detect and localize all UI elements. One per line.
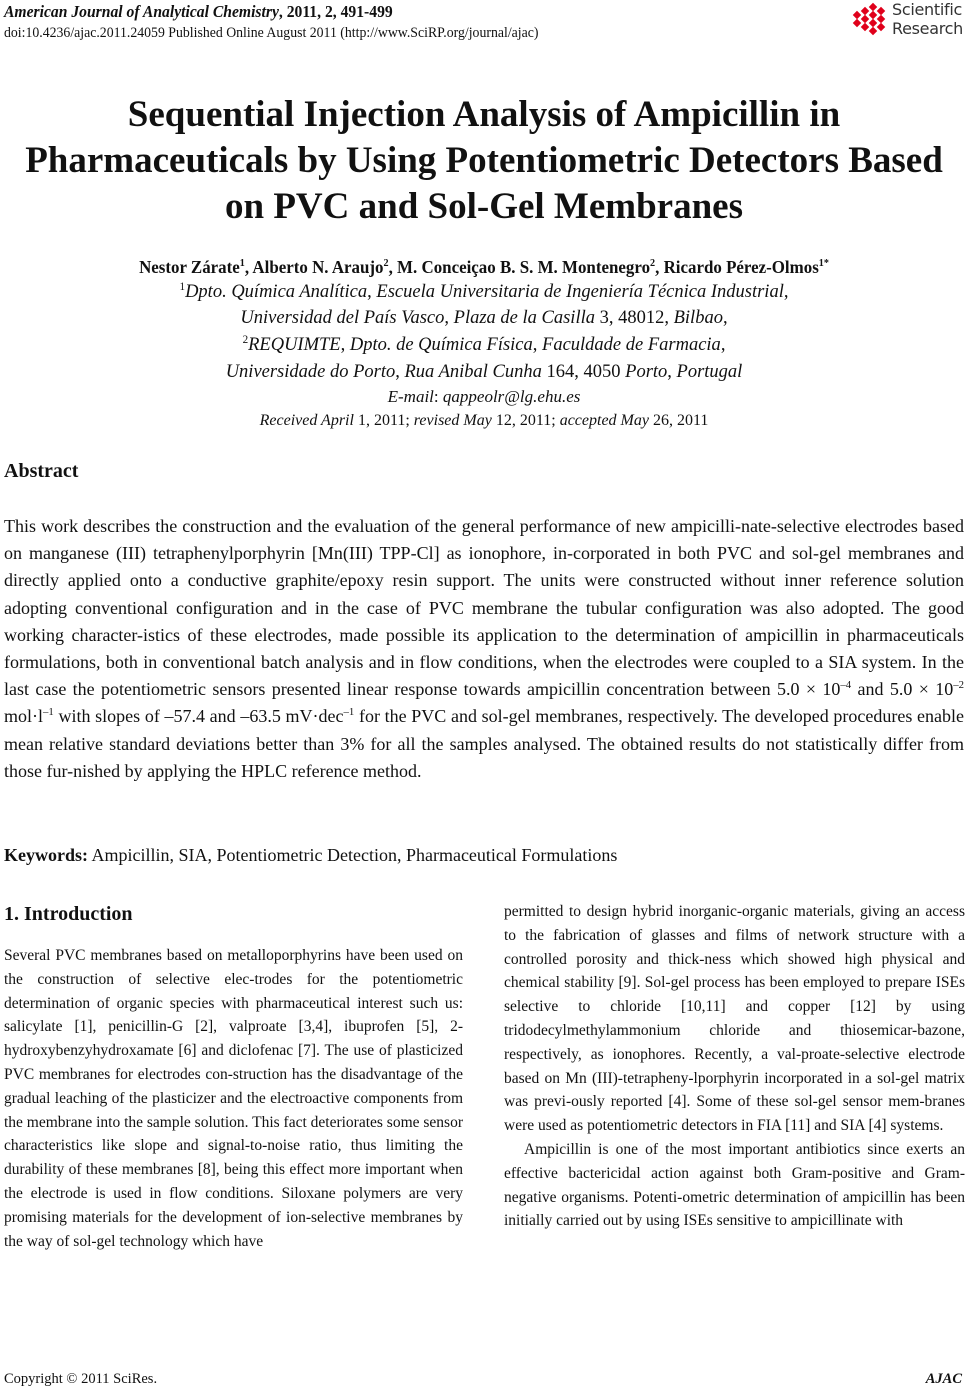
author-affiliation-mark: 2 [650, 256, 656, 269]
intro-paragraph: Several PVC membranes based on metalloporphyrins have been used on the construction of selective elec-trodes for the potentiometric determination of organic species with pharmaceutical interest such us: salicylate [1], penicillin-G [2], valproate [3,4], ibuprofen [5], 2-hydroxybenzyhydroxamate [6] and diclofenac [7]. The use of plasticized PVC membranes for electrodes con-struction has the disadvantage of the gradual leaching of the plasticizer and the electroactive components from the membrane into the sample solution. This fact deteriorates some sensor characteristics like slope and signal-to-noise ratio, thus limiting the durability of these membranes [8], being this effect more important when the electrode is used in flow conditions. Siloxane polymers are very promising materials for the development of ion-selective membranes by the way of sol-gel technology which have [4, 947, 463, 1250]
logo-line-1: Scientific [892, 0, 962, 19]
keywords-label: Keywords: [4, 845, 88, 865]
revised-date: 12, 2011; [491, 412, 560, 429]
affiliation-number: 164, 4050 [541, 362, 626, 382]
author-list [29, 256, 939, 278]
abstract-text: for the PVC and sol-gel membranes, respectively. The developed procedures enable mean relative standard deviations better than 3% for all the samples analysed. The obtained results do not statistically differ from those fur-nished by applying the HPLC reference method. [4, 706, 964, 781]
abstract-heading: Abstract [4, 460, 79, 482]
scientific-research-diamond-logo-icon [850, 2, 888, 40]
title-line: Sequential Injection Analysis of Ampicillin in [127, 94, 841, 135]
affiliation-faculty: Faculdade de Farmacia [542, 335, 721, 355]
abstract-text: mol·l [4, 706, 43, 727]
title-line: Pharmaceuticals by Using Potentiometric Detectors Based [25, 140, 943, 181]
title-line: on PVC and Sol-Gel Membranes [225, 186, 743, 227]
journal-name: American Journal of Analytical Chemistry [4, 2, 279, 21]
affiliation-1-line-1: $^1$Dpto. Química Analítica, Escuela Universitaria de Ingeniería Técnica Industrial, [179, 280, 789, 302]
paper-title [0, 92, 968, 230]
received-date: 1, 2011; [353, 412, 414, 429]
exponent: –1 [343, 706, 355, 719]
keywords-list: Ampicillin, SIA, Potentiometric Detection, Pharmaceutical Formulations [88, 845, 618, 865]
affiliation-city: Porto [625, 362, 668, 382]
doi-line: doi:10.4236/ajac.2011.24059 Published Online August 2011 (http://www.SciRP.org/journal/ajac) [4, 25, 539, 41]
intro-paragraph: Ampicillin is one of the most important antibiotics since exerts an effective bactericidal action against both Gram-positive and Gram-negative organisms. Potenti-ometric determination of ampicillin has been initially carried out by using ISEs sensitive to ampicillinate with [504, 1140, 965, 1230]
author-separator: , [655, 257, 664, 277]
abstract-text: This work describes the construction and the evaluation of the general performance of new ampicilli-nate-selective electrodes based on manganese (III) tetraphenylporphyrin [Mn(III) TPP-Cl] as ionophore, in-corporated in both PVC and sol-gel membranes and directly applied onto a conductive graphite/epoxy resin support. The units were constructed without inner reference solution adopting conventional configuration and in the case of PVC membrane the tubular configuration was also adopted. The good working character-istics of these electrodes, made possible its application to the determination of ampicillin in pharmaceuticals formulations, both in conventional batch analysis and in flow conditions, when the electrodes were coupled to a SIA system. In the last case the potentiometric sensors presented linear response towards ampicillin concentration between 5.0 × 10 [4, 516, 964, 700]
logo-line-2: Research [892, 19, 963, 38]
accepted-date: 26, 2011 [648, 412, 709, 429]
section-heading-introduction: 1. Introduction [4, 903, 133, 925]
publisher-logo [850, 0, 968, 44]
affiliation-street: Plaza de la Casilla [453, 308, 595, 328]
author-name: Ricardo Pérez-Olmos [663, 257, 819, 277]
intro-column-right [504, 900, 965, 1233]
revised-label: revised May [413, 412, 492, 429]
abstract-body [4, 513, 964, 785]
author-affiliation-mark: 1 [239, 256, 245, 269]
accepted-label: accepted May [559, 412, 649, 429]
affiliation-mark: 2 [242, 333, 249, 346]
author-separator: , [388, 257, 398, 277]
affiliation-2-line-2: Universidade do Porto, Rua Anibal Cunha 164, 4050 Porto, Portugal [225, 362, 743, 382]
corresponding-email: E-mail: qappeolr@lg.ehu.es [387, 387, 581, 406]
journal-abbreviation: AJAC [925, 1371, 962, 1387]
exponent: –2 [953, 679, 964, 692]
affiliation-2-line-1: $^2$REQUIMTE, Dpto. de Química Física, Faculdade de Farmacia, [242, 333, 726, 355]
exponent: –4 [840, 679, 852, 692]
affiliation-institute: REQUIMTE [248, 335, 341, 355]
email-label: E-mail [387, 387, 434, 406]
affiliation-1-line-2: Universidad del País Vasco, Plaza de la Casilla 3, 48012, Bilbao, [240, 308, 728, 328]
author-name: Nestor Zárate [139, 257, 240, 277]
affiliation-university: Universidade do Porto [225, 362, 396, 382]
exponent: –1 [43, 706, 54, 719]
affiliation-dept: Dpto. de Química Física [349, 335, 533, 355]
author-separator: , [244, 257, 253, 277]
affiliation-country: Portugal [676, 362, 743, 382]
intro-column-left [4, 944, 463, 1253]
intro-paragraph: permitted to design hybrid inorganic-organic materials, giving an access to the fabrication of glasses and films of network structure with a controlled porosity and thick-ness which showed high physical and chemical stability [9]. Sol-gel process has been employed to prepare ISEs selective to chloride [10,11] and copper [12] by using tridodecylmethylammonium chloride and thiosemicar-bazone, respectively, as ionophores. Recently, a val-proate-selective electrode based on Mn (III)-tetrapheny-lporphyrin incorporated in a sol-gel matrix was previ-ously reported [4]. Some of these sol-gel sensor mem-branes were used as potentiometric detectors in FIA [11] and SIA [4] systems. [504, 903, 965, 1135]
email-address[interactable]: qappeolr@lg.ehu.es [442, 387, 581, 406]
affiliation-street: Rua Anibal Cunha [404, 362, 542, 382]
author-name: M. Conceiçao B. S. M. Montenegro [397, 257, 651, 277]
keywords [4, 843, 964, 867]
affiliation-dept: Dpto. Química Analítica [185, 282, 368, 302]
affiliation-university: Universidad del País Vasco [240, 308, 445, 328]
logo-text [892, 0, 963, 38]
author-affiliation-mark: 1* [818, 256, 829, 269]
affiliation-number: 3, 48012, [594, 308, 674, 328]
author-name: Alberto N. Araujo [252, 257, 384, 277]
journal-volume-pages: , 2011, 2, 491-499 [278, 2, 393, 21]
affiliation-mark: 1 [179, 280, 186, 293]
copyright-notice: Copyright © 2011 SciRes. [4, 1371, 158, 1387]
author-affiliation-mark: 2 [383, 256, 389, 269]
received-dates [0, 410, 968, 432]
abstract-text: and 5.0 × 10 [851, 679, 954, 700]
affiliation-city: Bilbao [673, 308, 723, 328]
received-label: Received April [259, 412, 354, 429]
affiliation-school: Escuela Universitaria de Ingeniería Técnica Industrial [376, 282, 784, 302]
journal-citation [4, 2, 393, 22]
abstract-text: with slopes of –57.4 and –63.5 mV·dec [53, 706, 344, 727]
